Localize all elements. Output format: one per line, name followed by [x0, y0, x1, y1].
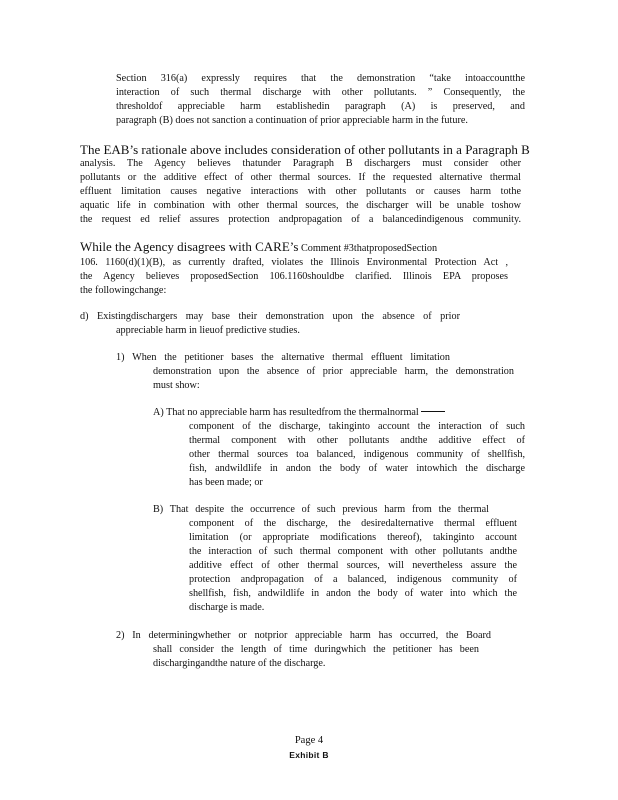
item-b-line: discharge is made. — [189, 602, 265, 613]
item-a-line: component of the discharge, takinginto account the interaction of such — [189, 421, 525, 432]
clause-d-line: appreciable harm in lieuof predictive studies. — [116, 325, 300, 336]
item-2-continuation — [153, 643, 479, 671]
item-2-line: shall consider the length of time duringwhich the petitioner has been — [153, 644, 479, 655]
item-b-line: shellfish, fish, andwildlife in andon the body of water into which the — [189, 588, 517, 599]
clause-d-continuation — [116, 324, 366, 338]
item-1-line: 1) When the petitioner bases the alternative thermal effluent limitation — [116, 352, 450, 363]
agency-heading: While the Agency disagrees with CARE’s — [80, 239, 299, 254]
item-1 — [116, 351, 450, 365]
agency-heading-rest: Comment #3thatproposedSection — [298, 243, 438, 254]
item-a-line: fish, andwildlife in andon the body of water intowhich the discharge — [189, 463, 525, 474]
strikeout-rule — [421, 411, 445, 412]
quote-line: thresholdof appreciable harm establishedin paragraph (A) is preserved, and — [116, 101, 525, 112]
item-2-line: 2) In determiningwhether or notprior appreciable harm has occurred, the Board — [116, 630, 491, 641]
eab-line: effluent limitation causes negative interactions with other pollutants or causes harm tothe — [80, 186, 521, 197]
item-2 — [116, 629, 491, 643]
item-b-line: B) That despite the occurrence of such previous harm from the thermal — [153, 504, 489, 515]
item-b-line: protection andpropagation of a balanced, indigenous community of — [189, 574, 517, 585]
item-b-continuation — [189, 517, 517, 615]
eab-paragraph — [80, 142, 530, 227]
quote-line: Section 316(a) expressly requires that the demonstration “take intoaccountthe — [116, 73, 525, 84]
item-1-line: must show: — [153, 380, 200, 391]
agency-line: the followingchange: — [80, 285, 167, 296]
agency-line: 106. 1160(d)(1)(B), as currently drafted, violates the Illinois Environmental Protection Act , — [80, 257, 508, 268]
agency-line: the Agency believes proposedSection 106.1160shouldbe clarified. Illinois EPA proposes — [80, 271, 508, 282]
quote-paragraph — [116, 72, 525, 128]
item-b-line: component of the discharge, the desiredalternative thermal effluent — [189, 518, 517, 529]
eab-line: aquatic life in combination with other thermal sources, the discharger will be unable toshow — [80, 200, 521, 211]
item-a-line: A) That no appreciable harm has resultedfrom the thermalnormal — [153, 407, 419, 418]
item-a-line: has been made; or — [189, 477, 263, 488]
agency-paragraph — [80, 240, 508, 298]
clause-d — [80, 310, 460, 324]
quote-line: interaction of such thermal discharge with other pollutants. ” Consequently, the — [116, 87, 525, 98]
eab-line: pollutants or the additive effect of other thermal sources. If the requested alternative thermal — [80, 172, 521, 183]
item-1-line: demonstration upon the absence of prior appreciable harm, the demonstration — [153, 366, 514, 377]
item-b-line: limitation (or appropriate modifications thereof), takinginto account — [189, 532, 517, 543]
item-a-continuation — [189, 420, 525, 490]
page-number: Page 4 — [294, 735, 324, 746]
item-1-continuation — [153, 365, 514, 393]
item-a — [153, 406, 493, 420]
eab-heading: The EAB’s rationale above includes consideration of other pollutants in a Paragraph B — [80, 142, 530, 157]
exhibit-label: Exhibit B — [289, 750, 329, 760]
eab-line: the request ed relief assures protection andpropagation of a balancedindigenous community. — [80, 214, 521, 225]
item-b — [153, 503, 489, 517]
eab-line: analysis. The Agency believes thatunder Paragraph B dischargers must consider other — [80, 158, 521, 169]
item-b-line: additive effect of other thermal sources, will nevertheless assure the — [189, 560, 517, 571]
item-a-line: thermal component with other pollutants andthe additive effect of — [189, 435, 525, 446]
agency-first-line — [80, 240, 508, 256]
item-a-first-line — [153, 406, 493, 420]
item-2-line: dischargingandthe nature of the discharge. — [153, 658, 326, 669]
clause-d-line: d) Existingdischargers may base their demonstration upon the absence of prior — [80, 311, 460, 322]
quote-line: paragraph (B) does not sanction a continuation of prior appreciable harm in the future. — [116, 115, 468, 126]
item-b-line: the interaction of such thermal component with other pollutants andthe — [189, 546, 517, 557]
item-a-line: other thermal sources toa balanced, indigenous community of shellfish, — [189, 449, 525, 460]
